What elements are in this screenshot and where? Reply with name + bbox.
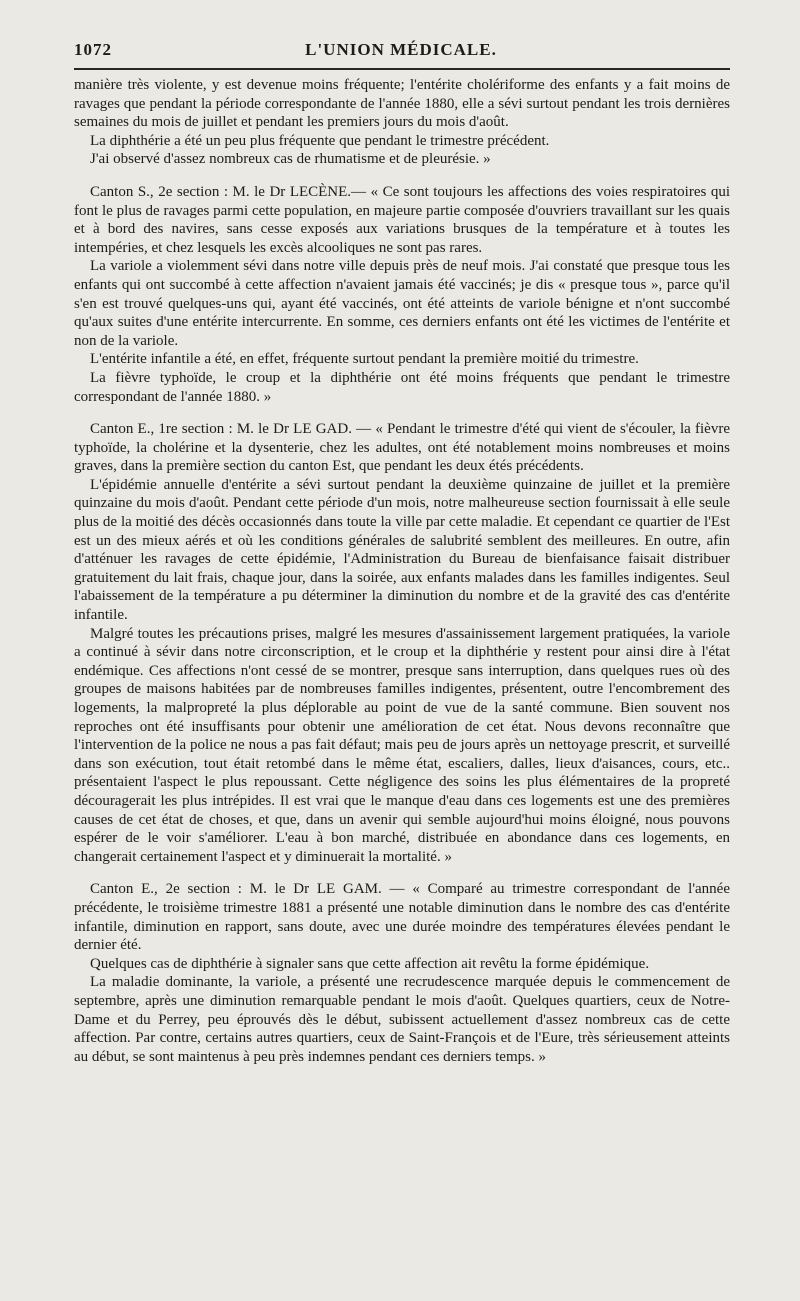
paragraph: L'entérite infantile a été, en effet, fréquente surtout pendant la première moitié du trimestre. xyxy=(90,351,639,368)
canton-report-paragraph: Canton E., 1re section : M. le Dr LE GAD. — « Pendant le trimestre d'été qui vient de s'écouler, la fièvre typhoïde, la cholérine et la dysenterie, chez les adultes, ont été notablement moins nombreuses et moins graves, dans la première section du canton Est, que pendant les deux étés précédents. xyxy=(74,421,730,475)
page-number: 1072 xyxy=(74,40,112,59)
canton-report-paragraph: Canton E., 2e section : M. le Dr LE GAM. — « Comparé au trimestre correspondant de l'année précédente, le troisième trimestre 1881 a présenté une notable diminution dans le nombre des cas d'entérite infantile, diminution en rapport, sans doute, avec une durée moindre des températures élevées pendant le dernier été. xyxy=(74,881,730,954)
paragraph: La maladie dominante, la variole, a présenté une recrudescence marquée depuis le commencement de septembre, après une diminution remarquable pendant le mois d'août. Quelques quartiers, ceux de Notre-Dame et du Perrey, peu éprouvés dès le début, subissent actuellement d'assez nombreux cas de cette affection. Par contre, certains autres quartiers, ceux de Saint-François et de l'Eure, très sérieusement atteints au début, se sont maintenus à peu près indemnes pendant ces derniers temps. » xyxy=(74,974,730,1065)
paragraph: Malgré toutes les précautions prises, malgré les mesures d'assainissement largement pratiquées, la variole a continué à sévir dans notre circonscription, et le croup et la diphthérie y restent pour ainsi dire à l'état endémique. Ces affections n'ont cessé de se montrer, presque sans interruption, dans quelques rues où des groupes de maisons habitées par de nombreuses familles indigentes, présentent, outre l'encombrement des logements, la malpropreté la plus déplorable au point de vue de la santé commune. Bien souvent nos reproches ont été insuffisants pour obtenir une amélioration de cet état. Nous devons reconnaître que l'intervention de la police ne nous a pas fait défaut; mais peu de jours après un nettoyage prescrit, et surveillé dans son exécution, tout était retombé dans le même état, escaliers, dalles, lieux d'aisances, cours, etc.. présentaient l'aspect le plus repoussant. Cette négligence des soins les plus élémentaires de la propreté découragerait les plus intrépides. Il est vrai que le manque d'eau dans ces logements est une des premières causes de cet état de choses, et que, dans un avenir qui semble aujourd'hui moins éloigné, nous pouvons espérer de le voir s'améliorer. L'eau à bon marché, distribuée en abondance dans ces logements, en changerait certainement l'aspect et y diminuerait la mortalité. » xyxy=(74,625,730,865)
canton-report-paragraph: Canton S., 2e section : M. le Dr LECÈNE.— « Ce sont toujours les affections des voies respiratoires qui font le plus de ravages parmi cette population, en majeure partie composée d'ouvriers travaillant sur les quais et à bord des navires, sans cesse exposés aux variations brusques de la température et à toutes les intempéries, et chez lesquels les excès alcooliques ne sont pas rares. xyxy=(74,183,730,256)
paragraph: manière très violente, y est devenue moins fréquente; l'entérite cholériforme des enfants y a fait moins de ravages que pendant la période correspondante de l'année 1880, elle a sévi surtout pendant les trois dernières semaines du mois de juillet et pendant les premiers jours du mois d'août. xyxy=(74,77,730,131)
paragraph: L'épidémie annuelle d'entérite a sévi surtout pendant la deuxième quinzaine de juillet et la première quinzaine du mois d'août. Pendant cette période d'un mois, notre malheureuse section fournissait à elle seule plus de la moitié des décès occasionnés dans toute la ville par cette maladie. Et cependant ce quartier de l'Est est un des mieux aérés et où les conditions générales de salubrité semblent des meilleures. En outre, afin d'atténuer les ravages de cette épidémie, l'Administration du Bureau de bienfaisance faisait distribuer gratuitement du lait frais, chaque jour, dans la soirée, aux enfants malades dans les familles indigentes. Seul l'abaissement de la température a pu déterminer la diminution du nombre et de la gravité des cas d'entérite infantile. xyxy=(74,476,730,624)
page-header xyxy=(74,40,730,70)
paragraph: La fièvre typhoïde, le croup et la diphthérie ont été moins fréquents que pendant le trimestre correspondant de l'année 1880. » xyxy=(74,369,730,405)
paragraph: La diphthérie a été un peu plus fréquente que pendant le trimestre précédent. xyxy=(90,132,550,149)
article-body xyxy=(74,76,730,1066)
paragraph: Quelques cas de diphthérie à signaler sans que cette affection ait revêtu la forme épidémique. xyxy=(90,955,650,972)
paragraph: J'ai observé d'assez nombreux cas de rhumatisme et de pleurésie. » xyxy=(90,151,491,168)
running-title: L'UNION MÉDICALE. xyxy=(305,40,497,59)
paragraph: La variole a violemment sévi dans notre ville depuis près de neuf mois. J'ai constaté que presque tous les enfants qui ont succombé à cette affection n'avaient jamais été vaccinés; je dis « presque tous », parce qu'il s'en est trouvé quelques-uns qui, ayant été vaccinés, ont été atteints de variole bénigne et n'ont succombé qu'aux suites d'une entérite intercurrente. En somme, ces derniers enfants ont été les victimes de l'entérite et non de la variole. xyxy=(74,258,730,349)
